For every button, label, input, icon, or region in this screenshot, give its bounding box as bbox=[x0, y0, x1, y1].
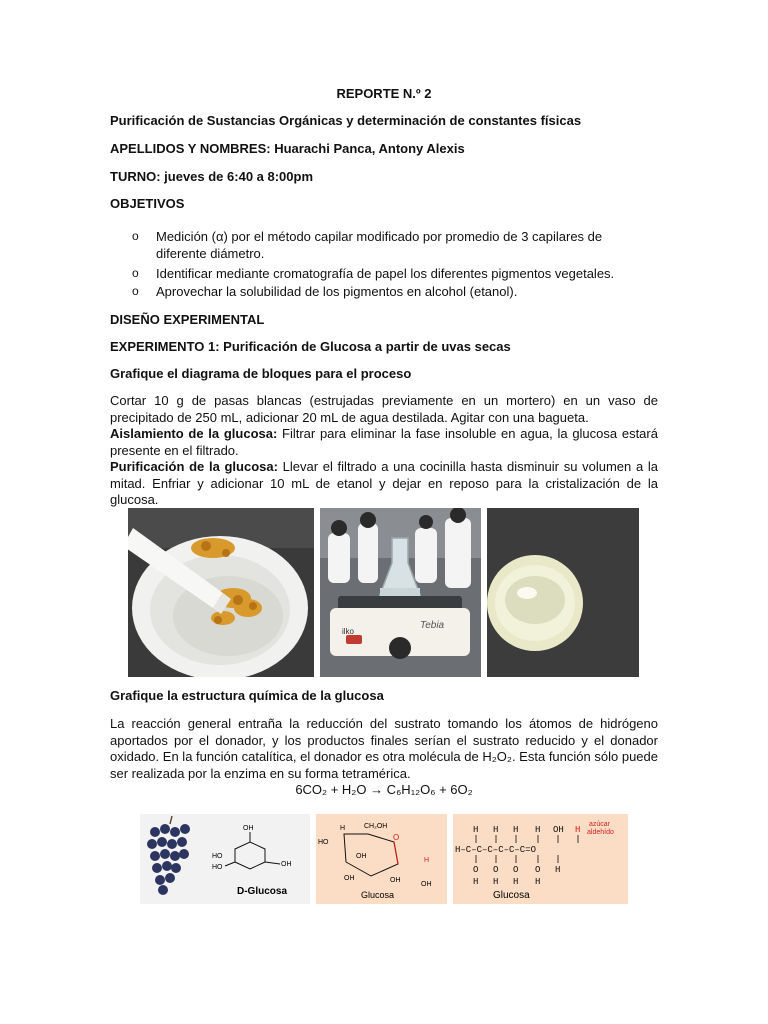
svg-text:H: H bbox=[493, 877, 499, 887]
svg-text:H: H bbox=[340, 825, 346, 832]
procedure-label-3: Purificación de la glucosa: bbox=[110, 459, 278, 474]
turno-line: TURNO: jueves de 6:40 a 8:00pm bbox=[110, 169, 314, 184]
glucosa-ring-label: Glucosa bbox=[361, 890, 395, 900]
objective-text: Identificar mediante cromatografía de papel los diferentes pigmentos vegetales. bbox=[156, 266, 615, 281]
svg-text:H: H bbox=[513, 825, 519, 835]
objective-text: Medición (α) por el método capilar modificado por promedio de 3 capilares de bbox=[156, 229, 603, 244]
svg-text:OH: OH bbox=[243, 825, 254, 832]
reaction-paragraph: La reacción general entraña la reducción del sustrato tomando los átomos de hidrógeno aportados por el donador, y los productos finales serían el sustrato reducido y el donador oxidado. En la función catalítica, el donador es otra molécula de H₂O₂. Esta función sólo puede ser realizada por la enzima en su forma tetramérica. bbox=[110, 716, 658, 781]
svg-text:OH: OH bbox=[553, 825, 564, 835]
experimento-heading: EXPERIMENTO 1: Purificación de Glucosa a partir de uvas secas bbox=[110, 339, 511, 354]
svg-text:OH: OH bbox=[421, 881, 432, 888]
svg-text:H: H bbox=[555, 865, 561, 875]
sugar-annotation: azúcar bbox=[589, 821, 611, 828]
svg-text:OH: OH bbox=[356, 853, 367, 860]
svg-text:O: O bbox=[473, 865, 479, 875]
svg-text:OH: OH bbox=[390, 877, 401, 884]
svg-text:H: H bbox=[535, 877, 541, 887]
glucosa-ring-figure bbox=[316, 814, 447, 904]
procedure-label-2: Aislamiento de la glucosa: bbox=[110, 426, 278, 441]
svg-text:H: H bbox=[473, 877, 479, 887]
procedure-text bbox=[110, 393, 658, 509]
svg-text:HO: HO bbox=[212, 853, 223, 860]
svg-text:H: H bbox=[513, 877, 519, 887]
d-glucosa-label: D-Glucosa bbox=[237, 886, 288, 897]
diagrama-heading: Grafique el diagrama de bloques para el proceso bbox=[110, 366, 412, 381]
estructura-heading: Grafique la estructura química de la glucosa bbox=[110, 688, 384, 703]
glucosa-linear-label: Glucosa bbox=[493, 890, 530, 901]
reaction-equation: 6CO₂ + H₂O → C₆H₁₂O₆ + 6O₂ bbox=[295, 782, 473, 797]
procedure-step-3: Llevar el filtrado a una cocinilla hasta disminuir su volumen a la mitad. Enfriar y adicionar 10 mL de etanol y dejar en reposo para la cristalización de la glucosa. bbox=[110, 459, 658, 507]
svg-text:H: H bbox=[424, 857, 430, 864]
objective-text: Aprovechar la solubilidad de los pigmentos en alcohol (etanol). bbox=[156, 284, 518, 299]
objetivos-heading: OBJETIVOS bbox=[110, 196, 185, 211]
svg-text:O: O bbox=[393, 833, 400, 842]
svg-text:H: H bbox=[473, 825, 479, 835]
report-title: REPORTE N.º 2 bbox=[336, 86, 432, 101]
bullet-icon: o bbox=[132, 266, 139, 280]
bullet-icon: o bbox=[132, 284, 139, 298]
dish-photo bbox=[487, 508, 639, 677]
svg-text:OH: OH bbox=[344, 875, 355, 882]
hotplate-brand: ilko bbox=[342, 627, 355, 636]
objective-text-cont: diferente diámetro. bbox=[156, 246, 265, 261]
svg-text:H–C–C–C–C–C–C=O: H–C–C–C–C–C–C=O bbox=[455, 845, 537, 855]
procedure-step-1: Cortar 10 g de pasas blancas (estrujadas previamente en un mortero) en un vaso de precipitado de 250 mL, adicionar 20 mL de agua destilada. Agitar con una bagueta. bbox=[110, 393, 658, 425]
hotplate-model: Tebia bbox=[420, 620, 445, 631]
report-subtitle: Purificación de Sustancias Orgánicas y determinación de constantes físicas bbox=[110, 113, 582, 128]
grape-icon bbox=[147, 824, 190, 895]
svg-text:CH₂OH: CH₂OH bbox=[364, 823, 388, 830]
svg-text:H: H bbox=[575, 825, 581, 835]
svg-text:H: H bbox=[493, 825, 499, 835]
procedure-step-2: Filtrar para eliminar la fase insoluble en agua, la glucosa estará presente en el filtrado. bbox=[110, 426, 658, 458]
aldehyde-annotation: aldehído bbox=[587, 829, 614, 836]
hotplate-photo bbox=[320, 508, 481, 677]
svg-text:HO: HO bbox=[212, 864, 223, 871]
svg-text:OH: OH bbox=[281, 861, 292, 868]
diseno-heading: DISEÑO EXPERIMENTAL bbox=[110, 312, 265, 327]
svg-text:O: O bbox=[493, 865, 499, 875]
glucosa-linear-figure bbox=[453, 814, 628, 904]
bullet-icon: o bbox=[132, 229, 139, 243]
names-line: APELLIDOS Y NOMBRES: Huarachi Panca, Antony Alexis bbox=[110, 141, 465, 156]
d-glucosa-figure bbox=[140, 814, 310, 904]
svg-text:HO: HO bbox=[318, 839, 329, 846]
mortar-photo bbox=[128, 508, 314, 677]
svg-text:O: O bbox=[535, 865, 541, 875]
svg-text:H: H bbox=[535, 825, 541, 835]
svg-text:O: O bbox=[513, 865, 519, 875]
